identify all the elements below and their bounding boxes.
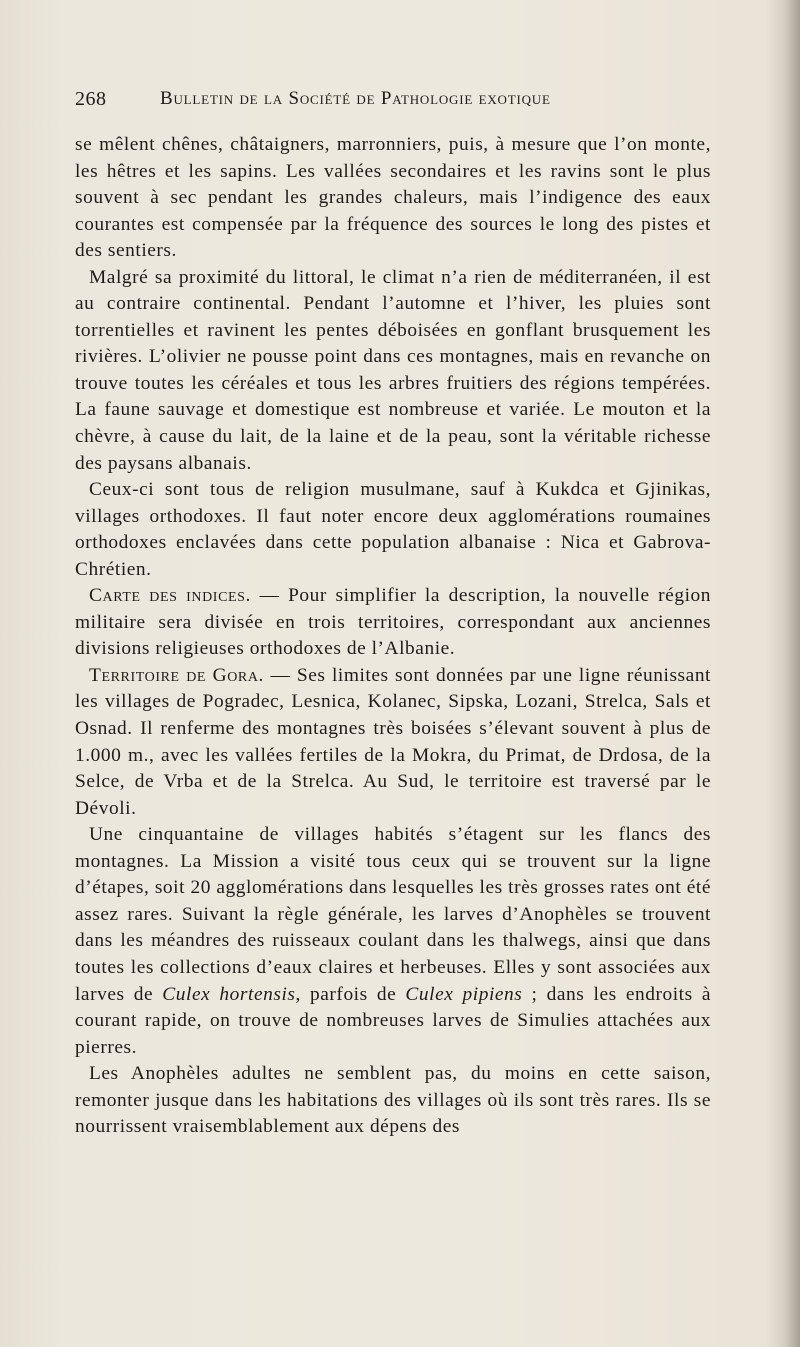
page-header <box>75 88 715 116</box>
running-title: Bulletin de la Société de Pathologie exotique <box>160 88 551 109</box>
paragraph-6-text-b: , parfois de <box>295 983 406 1005</box>
body-text <box>75 132 711 1141</box>
paragraph-1 <box>75 132 711 265</box>
paragraph-7 <box>75 1061 711 1141</box>
paragraph-4 <box>75 583 711 663</box>
section-heading-carte: Carte des indices. <box>89 585 251 607</box>
paragraph-6-text-c: ; dans les endroits à courant rapide, on trouve de nombreuses larves de Simulies attachées aux pierres. <box>75 983 712 1058</box>
paragraph-5-text: — Ses limites sont données par une ligne réunissant les villages de Pogradec, Lesnica, Kolanec, Sipska, Lozani, Strelca, Sals et Osnad. Il renferme des montagnes très boisées s’élevant souvent à plus de 1.000 m., avec les vallées fertiles de la Mokra, du Primat, de Drdosa, de la Selce, de Vrba et de la Strelca. Au Sud, le territoire est traversé par le Dévoli. <box>75 664 711 819</box>
page-number: 268 <box>75 88 107 110</box>
paragraph-3 <box>75 477 711 583</box>
section-heading-territoire: Territoire de Gora. <box>89 664 265 686</box>
paragraph-4-text: — Pour simplifier la description, la nouvelle région militaire sera divisée en trois territoires, correspondant aux anciennes divisions religieuses orthodoxes de l’Albanie. <box>75 585 711 660</box>
paragraph-2-text: Malgré sa proximité du littoral, le climat n’a rien de méditerranéen, il est au contraire continental. Pendant l’automne et l’hiver, les pluies sont torrentielles et ravinent les pentes déboisées en gonflant brusquement les rivières. L’olivier ne pousse point dans ces montagnes, mais en revanche on trouve toutes les céréales et tous les arbres fruitiers des régions tempérées. La faune sauvage et domestique est nombreuse et variée. Le mouton et la chèvre, à cause du lait, de la laine et de la peau, sont la véritable richesse des paysans albanais. <box>75 266 711 474</box>
species-culex-hortensis: Culex hortensis <box>162 983 296 1005</box>
paragraph-6 <box>75 822 711 1061</box>
paragraph-2 <box>75 265 711 477</box>
paragraph-1-text: se mêlent chênes, châtaigners, marronniers, puis, à mesure que l’on monte, les hêtres et les sapins. Les vallées secondaires et les ravins sont le plus souvent à sec pendant les grandes chaleurs, mais l’indigence des eaux courantes est compensée par la fréquence des sources le long des pistes et des sentiers. <box>75 134 711 262</box>
paragraph-5 <box>75 663 711 822</box>
page-edge-shadow <box>766 0 800 1347</box>
paragraph-7-text: Les Anophèles adultes ne semblent pas, du moins en cette saison, remonter jusque dans les habitations des villages où ils sont très rares. Ils se nourrissent vraisemblablement aux dépens des <box>75 1063 711 1138</box>
species-culex-pipiens: Culex pipiens <box>405 983 523 1005</box>
paragraph-3-text: Ceux-ci sont tous de religion musulmane, sauf à Kukdca et Gjinikas, villages orthodoxes. Il faut noter encore deux agglomérations roumaines orthodoxes enclavées dans cette population albanaise : Nica et Gabrova-Chrétien. <box>75 479 711 580</box>
paragraph-6-text-a: Une cinquantaine de villages habités s’étagent sur les flancs des montagnes. La Mission a visité tous ceux qui se trouvent sur la ligne d’étapes, soit 20 agglomérations dans lesquelles les très grosses rates ont été assez rares. Suivant la règle générale, les larves d’Anophèles se trouvent dans les méandres des ruisseaux coulant dans les thalwegs, ainsi que dans toutes les collections d’eaux claires et herbeuses. Elles y sont associées aux larves de <box>75 824 711 1005</box>
